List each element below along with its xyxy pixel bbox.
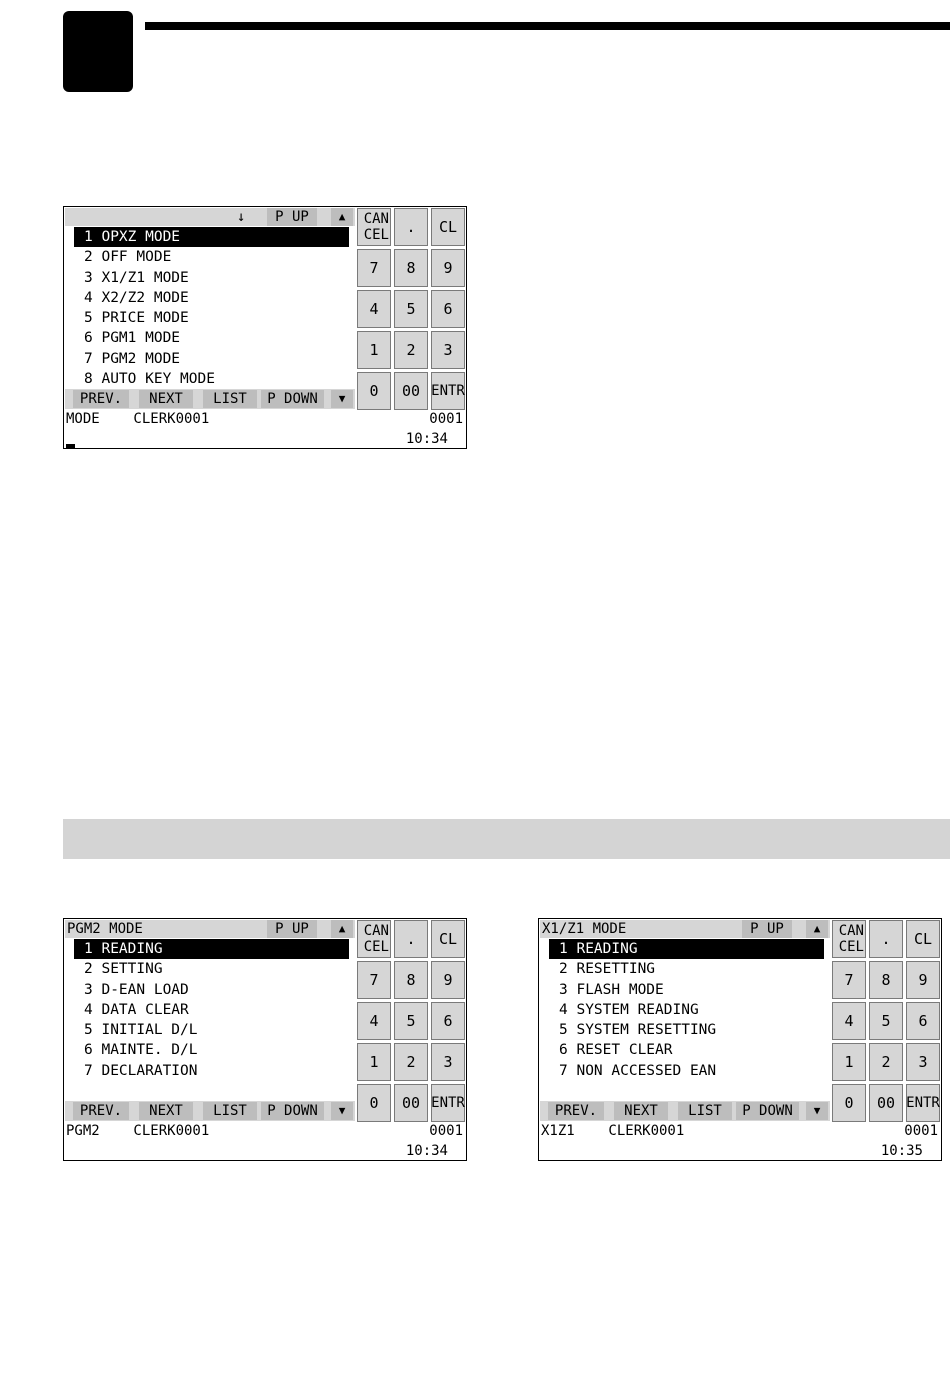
next-button[interactable]: NEXT [614,1102,668,1120]
menu-list [74,939,349,1081]
menu-item[interactable]: 6 PGM1 MODE [84,330,181,347]
key-00[interactable]: 00 [394,372,428,410]
key-9[interactable]: 9 [431,249,465,287]
softkey-bar [65,1101,355,1121]
scroll-up-icon[interactable]: ▲ [331,920,353,938]
status-time: 10:34 [405,1143,448,1159]
status-mode-clerk: PGM2 CLERK0001 [66,1123,210,1139]
menu-item[interactable]: 1 OPXZ MODE [74,227,349,247]
scroll-up-icon[interactable]: ▲ [806,920,828,938]
key-7[interactable]: 7 [357,249,391,287]
key-6[interactable]: 6 [431,290,465,328]
menu-item[interactable]: 4 SYSTEM READING [559,1001,699,1018]
prev-button[interactable]: PREV. [73,1102,129,1120]
list-button[interactable]: LIST [203,390,257,408]
key-4[interactable]: 4 [357,1002,391,1040]
menu-list [74,227,349,389]
key-clear[interactable]: CL [431,208,465,246]
page-up-button[interactable]: P UP [267,208,317,226]
menu-item[interactable]: 4 X2/Z2 MODE [84,289,189,306]
key-5[interactable]: 5 [394,290,428,328]
softkey-bar [540,1101,830,1121]
cursor-mark [66,444,75,448]
key-5[interactable]: 5 [869,1002,903,1040]
menu-item[interactable]: 2 RESETTING [559,961,656,978]
menu-item[interactable]: 8 AUTO KEY MODE [84,371,215,388]
key-2[interactable]: 2 [394,1043,428,1081]
key-5[interactable]: 5 [394,1002,428,1040]
menu-item[interactable]: 4 DATA CLEAR [84,1001,189,1018]
down-arrow-icon: ↓ [237,209,246,225]
status-number: 0001 [429,411,463,427]
key-00[interactable]: 00 [394,1084,428,1122]
key-3[interactable]: 3 [906,1043,940,1081]
cancel-key[interactable]: CAN CEL [357,920,391,958]
enter-key[interactable]: ENTR [906,1084,940,1122]
status-mode-clerk: X1Z1 CLERK0001 [541,1123,685,1139]
status-time: 10:35 [880,1143,923,1159]
menu-item[interactable]: 2 SETTING [84,961,163,978]
key-2[interactable]: 2 [394,331,428,369]
menu-item[interactable]: 6 RESET CLEAR [559,1042,673,1059]
key-7[interactable]: 7 [832,961,866,999]
key-6[interactable]: 6 [906,1002,940,1040]
scroll-down-icon[interactable]: ▼ [331,1102,353,1120]
menu-item[interactable]: 5 PRICE MODE [84,310,189,327]
menu-item[interactable]: 1 READING [74,939,349,959]
key-4[interactable]: 4 [832,1002,866,1040]
status-number: 0001 [429,1123,463,1139]
screen-x1z1 [538,918,942,1161]
key-1[interactable]: 1 [357,331,391,369]
status-number: 0001 [904,1123,938,1139]
page-up-button[interactable]: P UP [742,920,792,938]
softkey-bar [65,389,355,409]
key-8[interactable]: 8 [394,249,428,287]
scroll-down-icon[interactable]: ▼ [806,1102,828,1120]
key-0[interactable]: 0 [357,372,391,410]
key-3[interactable]: 3 [431,331,465,369]
menu-list [549,939,824,1081]
menu-item[interactable]: 3 X1/Z1 MODE [84,269,189,286]
header-rule [145,22,950,30]
menu-item[interactable]: 5 INITIAL D/L [84,1022,198,1039]
enter-key[interactable]: ENTR [431,372,465,410]
key-dot[interactable]: . [394,920,428,958]
key-4[interactable]: 4 [357,290,391,328]
key-8[interactable]: 8 [394,961,428,999]
key-1[interactable]: 1 [832,1043,866,1081]
menu-item[interactable]: 3 D-EAN LOAD [84,981,189,998]
key-9[interactable]: 9 [431,961,465,999]
key-0[interactable]: 0 [832,1084,866,1122]
menu-item[interactable]: 2 OFF MODE [84,249,172,266]
menu-item[interactable]: 3 FLASH MODE [559,981,664,998]
status-mode-clerk: MODE CLERK0001 [66,411,210,427]
page-down-button[interactable]: P DOWN [736,1102,799,1120]
key-clear[interactable]: CL [906,920,940,958]
screen-title: PGM2 MODE [67,921,143,937]
menu-item[interactable]: 5 SYSTEM RESETTING [559,1022,717,1039]
scroll-down-icon[interactable]: ▼ [331,390,353,408]
chapter-tab [63,11,133,92]
key-0[interactable]: 0 [357,1084,391,1122]
menu-item[interactable]: 7 PGM2 MODE [84,350,181,367]
key-dot[interactable]: . [869,920,903,958]
menu-item[interactable]: 7 DECLARATION [84,1062,198,1079]
key-1[interactable]: 1 [357,1043,391,1081]
prev-button[interactable]: PREV. [73,390,129,408]
enter-key[interactable]: ENTR [431,1084,465,1122]
key-3[interactable]: 3 [431,1043,465,1081]
prev-button[interactable]: PREV. [548,1102,604,1120]
key-7[interactable]: 7 [357,961,391,999]
screen-title: X1/Z1 MODE [542,921,627,937]
page-up-button[interactable]: P UP [267,920,317,938]
cancel-key[interactable]: CAN CEL [357,208,391,246]
menu-item[interactable]: 1 READING [549,939,824,959]
list-button[interactable]: LIST [678,1102,732,1120]
screen-mode [63,206,467,449]
page-down-button[interactable]: P DOWN [261,1102,324,1120]
key-6[interactable]: 6 [431,1002,465,1040]
status-time: 10:34 [405,431,448,447]
key-9[interactable]: 9 [906,961,940,999]
key-00[interactable]: 00 [869,1084,903,1122]
next-button[interactable]: NEXT [139,390,193,408]
menu-item[interactable]: 6 MAINTE. D/L [84,1042,198,1059]
scroll-up-icon[interactable]: ▲ [331,208,353,226]
menu-item[interactable]: 7 NON ACCESSED EAN [559,1062,717,1079]
key-8[interactable]: 8 [869,961,903,999]
cancel-key[interactable]: CAN CEL [832,920,866,958]
key-clear[interactable]: CL [431,920,465,958]
page-down-button[interactable]: P DOWN [261,390,324,408]
screen-pgm2 [63,918,467,1161]
next-button[interactable]: NEXT [139,1102,193,1120]
list-button[interactable]: LIST [203,1102,257,1120]
section-band [63,819,950,859]
key-2[interactable]: 2 [869,1043,903,1081]
key-dot[interactable]: . [394,208,428,246]
